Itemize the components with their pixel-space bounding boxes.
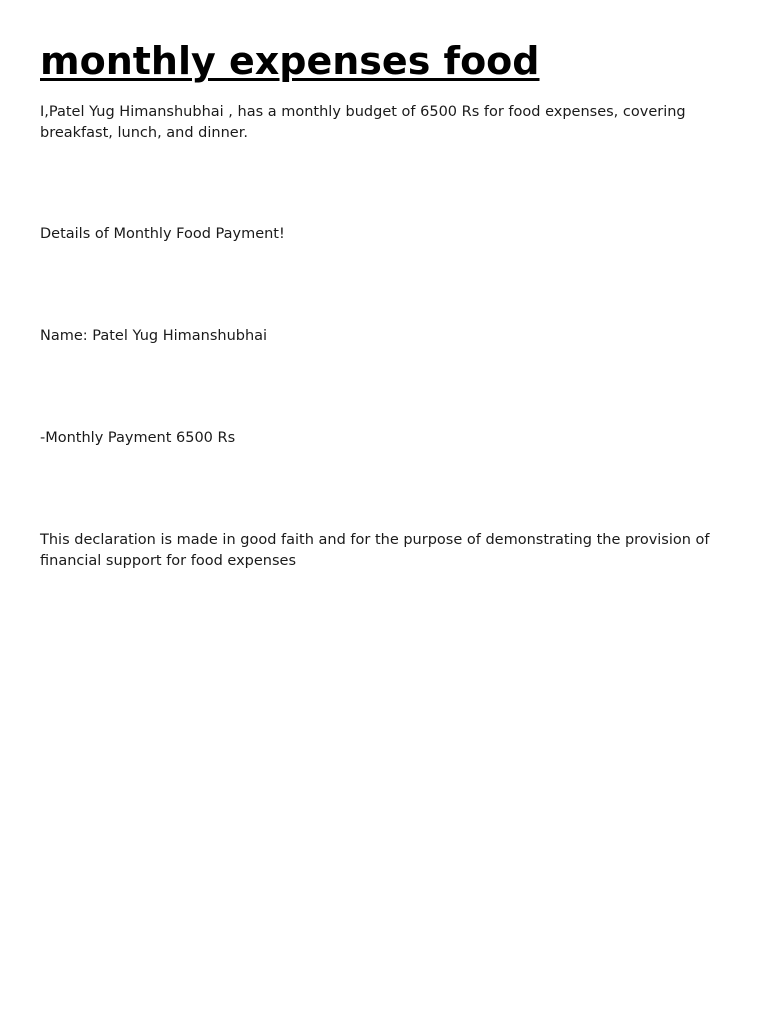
intro-paragraph: I,Patel Yug Himanshubhai , has a monthly budget of 6500 Rs for food expenses, covering breakfast, lunch, and dinner. <box>40 104 686 141</box>
payment-line: -Monthly Payment 6500 Rs <box>40 430 236 446</box>
declaration-paragraph: This declaration is made in good faith and for the purpose of demonstrating the provision of financial support for food expenses <box>40 532 710 569</box>
name-line: Name: Patel Yug Himanshubhai <box>40 328 268 344</box>
details-heading: Details of Monthly Food Payment! <box>40 226 285 242</box>
document-title: monthly expenses food <box>40 39 540 83</box>
